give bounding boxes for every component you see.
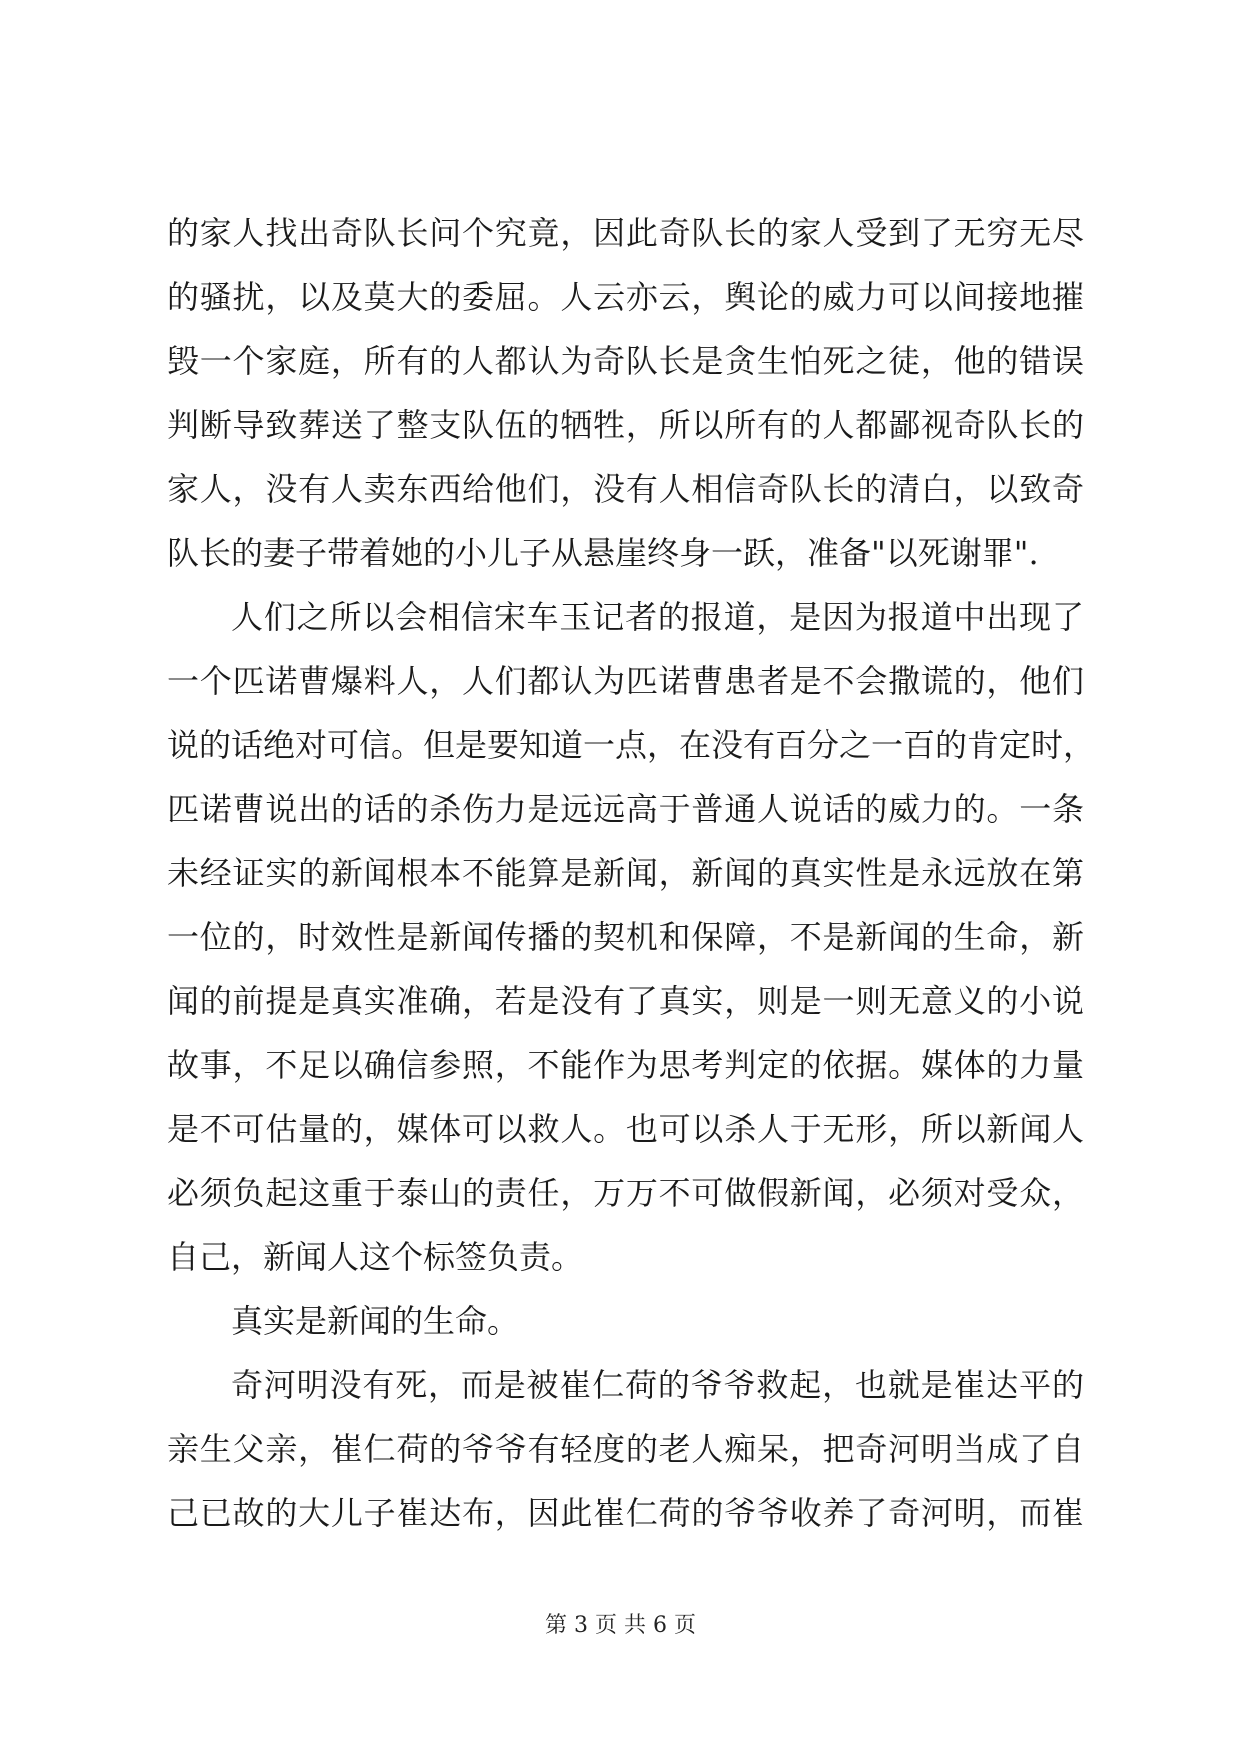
text-line: 判断导致葬送了整支队伍的牺牲，所以所有的人都鄙视奇队长的 — [167, 406, 1084, 444]
paragraph — [167, 1289, 1084, 1353]
text-line: 己已故的大儿子崔达布，因此崔仁荷的爷爷收养了奇河明，而崔 — [167, 1494, 1084, 1532]
document-body — [167, 201, 1096, 1545]
text-line: 的骚扰，以及莫大的委屈。人云亦云，舆论的威力可以间接地摧 — [167, 278, 1084, 316]
paragraph — [167, 201, 1084, 585]
text-line: 闻的前提是真实准确，若是没有了真实，则是一则无意义的小说 — [167, 982, 1084, 1020]
text-line: 必须负起这重于泰山的责任，万万不可做假新闻，必须对受众， — [167, 1174, 1084, 1212]
text-line: 奇河明没有死，而是被崔仁荷的爷爷救起，也就是崔达平的 — [231, 1366, 1084, 1404]
text-line: 的家人找出奇队长问个究竟，因此奇队长的家人受到了无穷无尽 — [167, 214, 1084, 252]
paragraph — [167, 1353, 1084, 1545]
page-footer: 第 3 页 共 6 页 — [545, 1613, 696, 1638]
text-line: 亲生父亲，崔仁荷的爷爷有轻度的老人痴呆，把奇河明当成了自 — [167, 1430, 1084, 1468]
text-line: 故事，不足以确信参照，不能作为思考判定的依据。媒体的力量 — [167, 1046, 1084, 1084]
text-line: 队长的妻子带着她的小儿子从悬崖终身一跃，准备"以死谢罪". — [167, 534, 1039, 572]
text-line: 说的话绝对可信。但是要知道一点，在没有百分之一百的肯定时， — [167, 726, 1096, 764]
paragraph — [167, 585, 1096, 1289]
text-line: 家人，没有人卖东西给他们，没有人相信奇队长的清白，以致奇 — [167, 470, 1084, 508]
text-line: 一位的，时效性是新闻传播的契机和保障，不是新闻的生命，新 — [167, 918, 1084, 956]
text-line: 一个匹诺曹爆料人，人们都认为匹诺曹患者是不会撒谎的，他们 — [167, 662, 1084, 700]
text-line: 是不可估量的，媒体可以救人。也可以杀人于无形，所以新闻人 — [167, 1110, 1084, 1148]
text-line: 真实是新闻的生命。 — [231, 1302, 520, 1340]
text-line: 自己，新闻人这个标签负责。 — [167, 1238, 584, 1276]
text-line: 未经证实的新闻根本不能算是新闻，新闻的真实性是永远放在第 — [167, 854, 1084, 892]
text-line: 毁一个家庭，所有的人都认为奇队长是贪生怕死之徒，他的错误 — [167, 342, 1084, 380]
text-line: 人们之所以会相信宋车玉记者的报道，是因为报道中出现了 — [231, 598, 1084, 636]
text-line: 匹诺曹说出的话的杀伤力是远远高于普通人说话的威力的。一条 — [167, 790, 1084, 828]
